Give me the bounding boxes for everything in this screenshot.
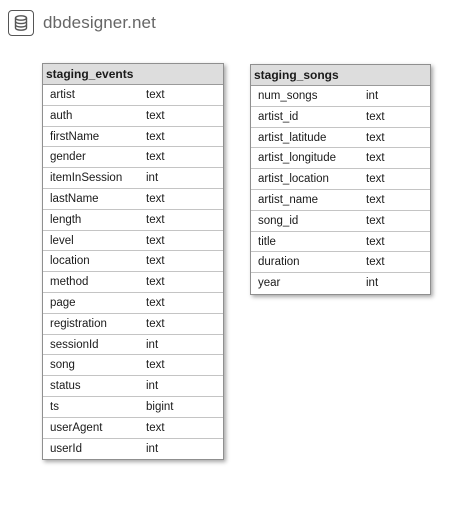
column-name: registration xyxy=(50,317,107,330)
column-name: userAgent xyxy=(50,421,103,434)
column-name: userId xyxy=(50,442,82,455)
column-name: artist_id xyxy=(258,110,299,123)
table-row[interactable] xyxy=(43,210,223,231)
column-name: location xyxy=(50,255,90,268)
column-type: text xyxy=(366,235,385,248)
column-type: text xyxy=(366,193,385,206)
table-staging-events[interactable] xyxy=(42,63,224,460)
column-type: text xyxy=(366,173,385,186)
column-type: text xyxy=(146,359,165,372)
table-row[interactable] xyxy=(251,128,430,149)
column-name: sessionId xyxy=(50,338,99,351)
column-type: text xyxy=(146,213,165,226)
table-row[interactable] xyxy=(251,169,430,190)
column-name: level xyxy=(50,234,74,247)
table-staging-songs[interactable] xyxy=(250,64,431,295)
table-row[interactable] xyxy=(43,314,223,335)
column-type: bigint xyxy=(146,400,174,413)
column-type: text xyxy=(146,421,165,434)
table-row[interactable] xyxy=(43,251,223,272)
table-row[interactable] xyxy=(43,231,223,252)
table-row[interactable] xyxy=(251,148,430,169)
brand-name: dbdesigner.net xyxy=(43,13,156,32)
column-name: gender xyxy=(50,151,86,164)
column-name: itemInSession xyxy=(50,172,123,185)
column-name: auth xyxy=(50,109,73,122)
table-row[interactable] xyxy=(43,272,223,293)
column-name: artist_name xyxy=(258,193,319,206)
column-name: artist_longitude xyxy=(258,152,336,165)
table-row[interactable] xyxy=(43,127,223,148)
column-type: int xyxy=(146,380,159,393)
column-name: method xyxy=(50,276,89,289)
table-row[interactable] xyxy=(43,106,223,127)
column-name: num_songs xyxy=(258,90,318,102)
table-row[interactable] xyxy=(43,168,223,189)
column-type: int xyxy=(366,90,379,102)
table-columns xyxy=(251,86,430,294)
table-row[interactable] xyxy=(251,252,430,273)
column-type: text xyxy=(146,89,165,101)
column-name: duration xyxy=(258,256,300,269)
table-row[interactable] xyxy=(43,418,223,439)
column-type: text xyxy=(366,131,385,144)
column-type: text xyxy=(146,192,165,205)
column-name: firstName xyxy=(50,130,100,143)
brand[interactable] xyxy=(8,8,156,38)
table-title[interactable]: staging_events xyxy=(43,64,223,85)
table-row[interactable] xyxy=(251,211,430,232)
table-row[interactable] xyxy=(43,85,223,106)
column-type: int xyxy=(146,172,159,185)
table-row[interactable] xyxy=(43,293,223,314)
column-type: int xyxy=(146,442,159,455)
column-type: text xyxy=(146,255,165,268)
table-row[interactable] xyxy=(251,190,430,211)
column-name: artist xyxy=(50,89,75,101)
table-row[interactable] xyxy=(251,107,430,128)
column-type: text xyxy=(146,109,165,122)
table-row[interactable] xyxy=(43,335,223,356)
column-name: artist_latitude xyxy=(258,131,327,144)
table-title[interactable]: staging_songs xyxy=(251,65,430,86)
column-type: text xyxy=(366,152,385,165)
column-name: year xyxy=(258,277,281,290)
column-name: song_id xyxy=(258,214,299,227)
column-type: text xyxy=(366,110,385,123)
column-type: text xyxy=(146,296,165,309)
column-name: artist_location xyxy=(258,173,329,186)
table-row[interactable] xyxy=(43,376,223,397)
column-type: int xyxy=(366,277,379,290)
column-type: text xyxy=(146,151,165,164)
column-name: ts xyxy=(50,400,59,413)
column-type: text xyxy=(146,130,165,143)
column-name: length xyxy=(50,213,82,226)
table-row[interactable] xyxy=(43,189,223,210)
table-columns xyxy=(43,85,223,459)
table-row[interactable] xyxy=(43,439,223,460)
column-name: song xyxy=(50,359,75,372)
table-row[interactable] xyxy=(43,397,223,418)
table-row[interactable] xyxy=(43,147,223,168)
column-type: text xyxy=(146,276,165,289)
database-icon xyxy=(8,10,34,36)
table-row[interactable] xyxy=(251,232,430,253)
table-row[interactable] xyxy=(251,86,430,107)
column-name: lastName xyxy=(50,192,99,205)
column-type: int xyxy=(146,338,159,351)
column-type: text xyxy=(146,317,165,330)
column-name: status xyxy=(50,380,81,393)
table-row[interactable] xyxy=(43,355,223,376)
column-type: text xyxy=(146,234,165,247)
column-name: title xyxy=(258,235,276,248)
column-type: text xyxy=(366,256,385,269)
column-type: text xyxy=(366,214,385,227)
column-name: page xyxy=(50,296,76,309)
table-row[interactable] xyxy=(251,273,430,294)
